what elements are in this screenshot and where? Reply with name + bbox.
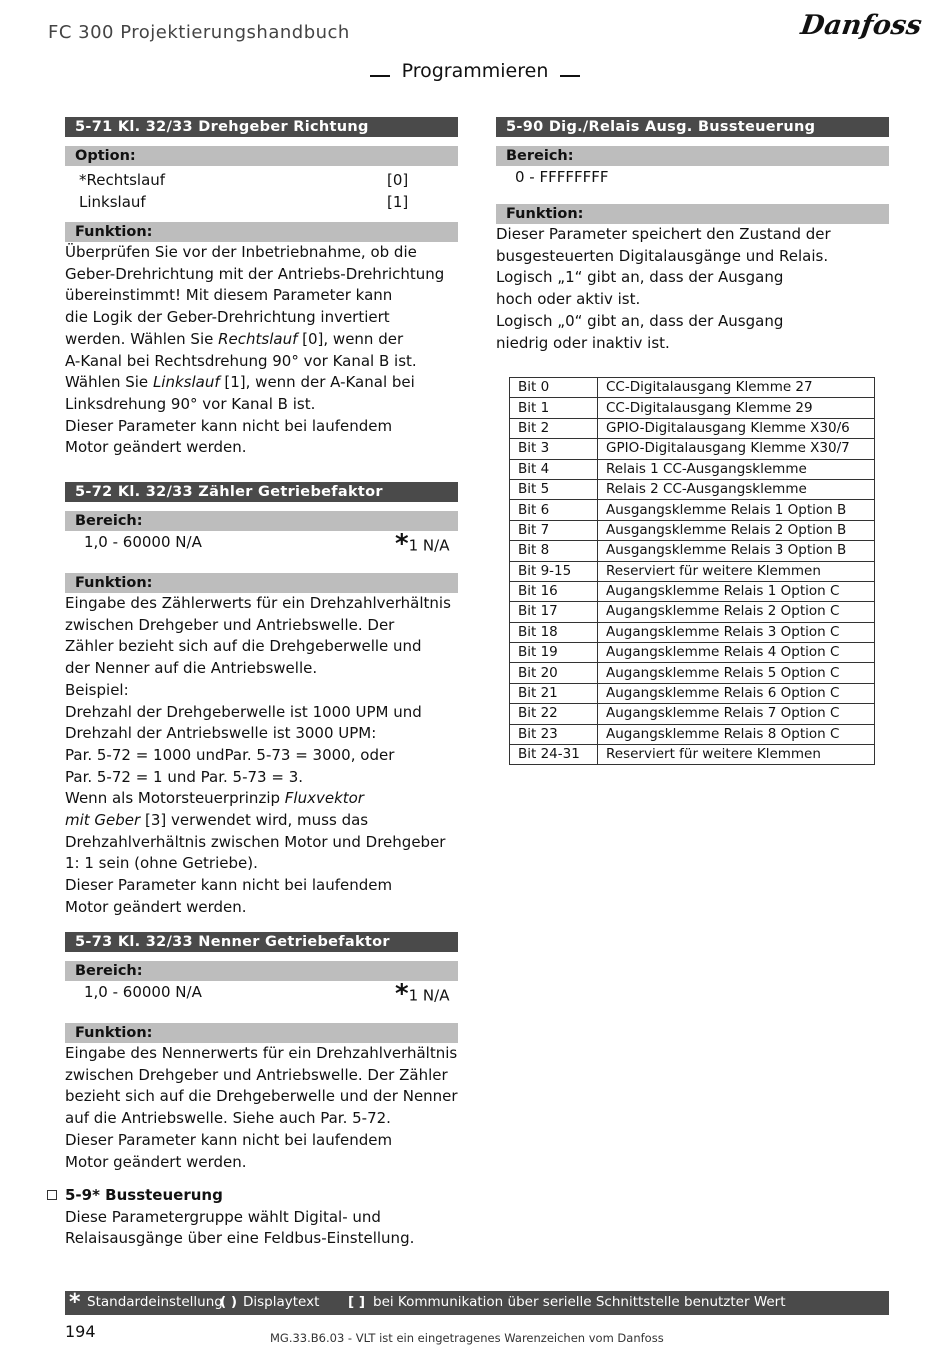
bit-description: Augangsklemme Relais 4 Option C xyxy=(598,643,875,663)
function-label: Funktion: xyxy=(496,204,889,224)
bit-description: Augangsklemme Relais 3 Option C xyxy=(598,622,875,642)
text-line: Dieser Parameter kann nicht bei laufendem xyxy=(65,416,393,435)
bit-description: Ausgangsklemme Relais 3 Option B xyxy=(598,541,875,561)
range-row xyxy=(65,531,458,557)
table-row xyxy=(510,459,875,479)
param-title: 5-73 Kl. 32/33 Nenner Getriebefaktor xyxy=(65,932,458,952)
bit-description: CC-Digitalausgang Klemme 29 xyxy=(598,398,875,418)
range-label: Bereich: xyxy=(65,511,458,531)
function-text xyxy=(496,224,889,354)
table-row xyxy=(510,602,875,622)
table-row xyxy=(510,418,875,438)
table-row xyxy=(510,745,875,765)
table-row xyxy=(510,378,875,398)
bit-description: Augangsklemme Relais 5 Option C xyxy=(598,663,875,683)
text-line: hoch oder aktiv ist. xyxy=(496,290,641,309)
bit-description: Relais 1 CC-Ausgangsklemme xyxy=(598,459,875,479)
bit-number: Bit 24-31 xyxy=(510,745,598,765)
table-row xyxy=(510,520,875,540)
text-line: Diese Parametergruppe wählt Digital- und xyxy=(65,1207,381,1226)
svg-text:Danfoss: Danfoss xyxy=(798,10,924,41)
text-line: Dieser Parameter speichert den Zustand der xyxy=(496,225,831,243)
table-row xyxy=(510,398,875,418)
group-5-9 xyxy=(65,1185,458,1250)
text-line: niedrig oder inaktiv ist. xyxy=(496,333,670,352)
text-line: Wählen Sie Linkslauf [1], wenn der A-Kanal bei xyxy=(65,373,415,392)
bit-number: Bit 22 xyxy=(510,704,598,724)
danfoss-logo xyxy=(798,4,924,46)
default-value: *1 N/A xyxy=(395,529,450,559)
range-value: 1,0 - 60000 N/A xyxy=(84,983,202,1001)
text-line: zwischen Drehgeber und Antriebswelle. Der Zähler xyxy=(65,1065,448,1084)
param-5-71 xyxy=(65,117,458,459)
function-label: Funktion: xyxy=(65,222,458,242)
param-5-72 xyxy=(65,482,458,919)
text-line: Dieser Parameter kann nicht bei laufendem xyxy=(65,1130,393,1149)
param-title: 5-71 Kl. 32/33 Drehgeber Richtung xyxy=(65,117,458,137)
text-line: Geber-Drehrichtung mit der Antriebs-Drehrichtung xyxy=(65,264,445,283)
text-line: Drehzahl der Antriebswelle ist 3000 UPM: xyxy=(65,724,377,743)
table-row xyxy=(510,704,875,724)
text-line: Eingabe des Nennerwerts für ein Drehzahlverhältnis xyxy=(65,1044,458,1062)
page-number: 194 xyxy=(65,1322,96,1341)
bit-number: Bit 8 xyxy=(510,541,598,561)
text-line: der Nenner auf die Antriebswelle. xyxy=(65,659,318,678)
bit-description: GPIO-Digitalausgang Klemme X30/7 xyxy=(598,439,875,459)
bit-number: Bit 23 xyxy=(510,724,598,744)
range-value: 0 - FFFFFFFF xyxy=(515,168,609,186)
legend-bracket: [ ] xyxy=(348,1294,366,1310)
text-line: die Logik der Geber-Drehrichtung invertiert xyxy=(65,308,390,327)
bit-number: Bit 5 xyxy=(510,479,598,499)
bit-number: Bit 6 xyxy=(510,500,598,520)
table-row xyxy=(510,500,875,520)
text-line: Par. 5-72 = 1000 undPar. 5-73 = 3000, oder xyxy=(65,745,395,764)
text-line: busgesteuerten Digitalausgänge und Relais. xyxy=(496,246,829,265)
text-line: Relaisausgänge über eine Feldbus-Einstellung. xyxy=(65,1229,415,1248)
option-row xyxy=(65,191,458,213)
legend-serial: bei Kommunikation über serielle Schnittstelle benutzter Wert xyxy=(373,1294,786,1310)
function-text xyxy=(65,242,458,459)
option-name: Linkslauf xyxy=(79,193,146,211)
text-line: Beispiel: xyxy=(65,680,129,699)
text-line: A-Kanal bei Rechtsdrehung 90° vor Kanal B ist. xyxy=(65,351,417,370)
table-row xyxy=(510,581,875,601)
text-line: Zähler bezieht sich auf die Drehgeberwelle und xyxy=(65,637,422,656)
text-line: mit Geber [3] verwendet wird, muss das xyxy=(65,811,369,830)
bit-description: Augangsklemme Relais 2 Option C xyxy=(598,602,875,622)
text-line: Eingabe des Zählerwerts für ein Drehzahlverhältnis xyxy=(65,594,451,612)
function-label: Funktion: xyxy=(65,573,458,593)
checkbox-icon xyxy=(47,1190,57,1200)
bit-description: Ausgangsklemme Relais 1 Option B xyxy=(598,500,875,520)
text-line: Linksdrehung 90° vor Kanal B ist. xyxy=(65,394,316,413)
footer-note: MG.33.B6.03 - VLT ist ein eingetragenes Warenzeichen vom Danfoss xyxy=(270,1331,664,1345)
bit-number: Bit 21 xyxy=(510,683,598,703)
bit-description: Ausgangsklemme Relais 2 Option B xyxy=(598,520,875,540)
bit-description: Reserviert für weitere Klemmen xyxy=(598,745,875,765)
group-text xyxy=(65,1207,458,1250)
range-label: Bereich: xyxy=(65,961,458,981)
bit-description: Reserviert für weitere Klemmen xyxy=(598,561,875,581)
text-line: Drehzahl der Drehgeberwelle ist 1000 UPM und xyxy=(65,702,422,721)
legend-default: Standardeinstellung xyxy=(87,1294,223,1310)
text-line: Überprüfen Sie vor der Inbetriebnahme, ob die xyxy=(65,243,417,261)
text-line: Logisch „1“ gibt an, dass der Ausgang xyxy=(496,268,784,287)
table-row xyxy=(510,439,875,459)
bit-number: Bit 9-15 xyxy=(510,561,598,581)
text-line: Wenn als Motorsteuerprinzip Fluxvektor xyxy=(65,789,364,808)
text-line: Motor geändert werden. xyxy=(65,438,247,457)
bit-description: Augangsklemme Relais 7 Option C xyxy=(598,704,875,724)
table-row xyxy=(510,541,875,561)
table-row xyxy=(510,622,875,642)
table-row xyxy=(510,643,875,663)
text-line: Par. 5-72 = 1 und Par. 5-73 = 3. xyxy=(65,767,304,786)
legend-display: Displaytext xyxy=(243,1294,320,1310)
bit-description: CC-Digitalausgang Klemme 27 xyxy=(598,378,875,398)
legend-bar xyxy=(65,1291,889,1315)
function-text xyxy=(65,593,458,919)
bit-number: Bit 2 xyxy=(510,418,598,438)
bit-number: Bit 16 xyxy=(510,581,598,601)
text-line: auf die Antriebswelle. Siehe auch Par. 5-72. xyxy=(65,1109,391,1128)
bit-description: Augangsklemme Relais 6 Option C xyxy=(598,683,875,703)
section-title: Programmieren xyxy=(0,60,950,82)
table-row xyxy=(510,724,875,744)
text-line: Dieser Parameter kann nicht bei laufendem xyxy=(65,876,393,895)
document-title: FC 300 Projektierungshandbuch xyxy=(48,22,350,43)
bit-number: Bit 18 xyxy=(510,622,598,642)
range-label: Bereich: xyxy=(496,146,889,166)
param-5-90 xyxy=(496,117,889,354)
bit-description: Augangsklemme Relais 8 Option C xyxy=(598,724,875,744)
bit-number: Bit 1 xyxy=(510,398,598,418)
option-name: *Rechtslauf xyxy=(79,171,166,189)
table-row xyxy=(510,663,875,683)
bit-number: Bit 17 xyxy=(510,602,598,622)
text-line: zwischen Drehgeber und Antriebswelle. Der xyxy=(65,615,395,634)
legend-paren: ( ) xyxy=(220,1294,238,1310)
table-row xyxy=(510,561,875,581)
range-value: 1,0 - 60000 N/A xyxy=(84,533,202,551)
function-label: Funktion: xyxy=(65,1023,458,1043)
option-row xyxy=(65,169,458,191)
text-line: übereinstimmt! Mit diesem Parameter kann xyxy=(65,286,393,305)
option-value: [1] xyxy=(387,193,409,211)
param-title: 5-72 Kl. 32/33 Zähler Getriebefaktor xyxy=(65,482,458,502)
star-icon: * xyxy=(69,1290,81,1315)
default-value: *1 N/A xyxy=(395,979,450,1009)
function-text xyxy=(65,1043,458,1173)
text-line: bezieht sich auf die Drehgeberwelle und der Nenner xyxy=(65,1087,458,1106)
bit-number: Bit 19 xyxy=(510,643,598,663)
group-title: 5-9* Bussteuerung xyxy=(65,1186,223,1204)
table-row xyxy=(510,479,875,499)
bit-table xyxy=(509,377,875,765)
text-line: Drehzahlverhältnis zwischen Motor und Drehgeber xyxy=(65,832,446,851)
bit-description: GPIO-Digitalausgang Klemme X30/6 xyxy=(598,418,875,438)
param-5-73 xyxy=(65,932,458,1173)
bit-number: Bit 0 xyxy=(510,378,598,398)
bit-number: Bit 20 xyxy=(510,663,598,683)
param-title: 5-90 Dig./Relais Ausg. Bussteuerung xyxy=(496,117,889,137)
bit-number: Bit 7 xyxy=(510,520,598,540)
bit-number: Bit 4 xyxy=(510,459,598,479)
table-row xyxy=(510,683,875,703)
text-line: 1: 1 sein (ohne Getriebe). xyxy=(65,854,258,873)
text-line: Motor geändert werden. xyxy=(65,897,247,916)
bit-description: Relais 2 CC-Ausgangsklemme xyxy=(598,479,875,499)
bit-number: Bit 3 xyxy=(510,439,598,459)
text-line: Logisch „0“ gibt an, dass der Ausgang xyxy=(496,311,784,330)
bit-description: Augangsklemme Relais 1 Option C xyxy=(598,581,875,601)
option-label: Option: xyxy=(65,146,458,166)
text-line: Motor geändert werden. xyxy=(65,1152,247,1171)
text-line: werden. Wählen Sie Rechtslauf [0], wenn der xyxy=(65,329,404,348)
option-value: [0] xyxy=(387,171,409,189)
range-row xyxy=(65,981,458,1007)
